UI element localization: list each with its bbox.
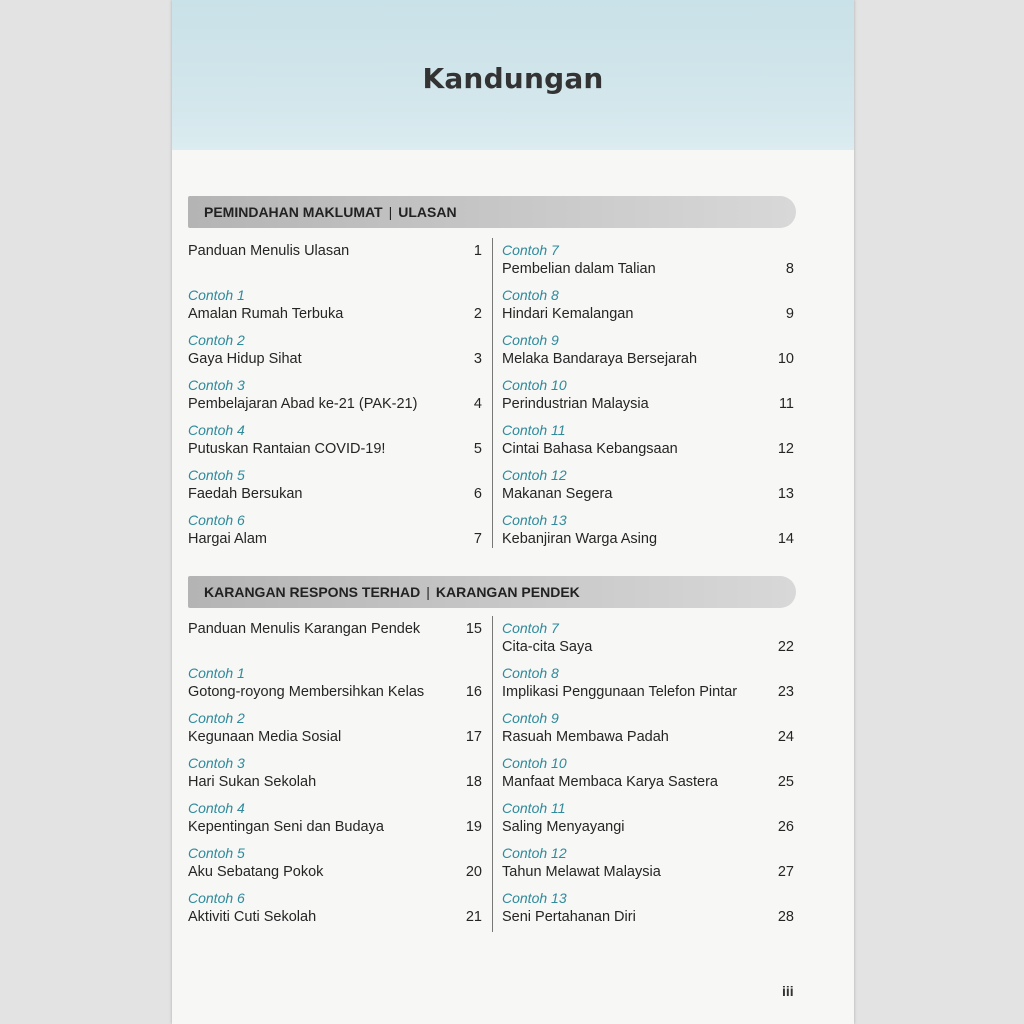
entry-row — [188, 349, 484, 369]
entry-title: Pembelajaran Abad ke-21 (PAK-21) — [188, 396, 418, 412]
entry-title: Aktiviti Cuti Sekolah — [188, 909, 317, 925]
entry-title: Kegunaan Media Sosial — [188, 729, 342, 745]
entry-row — [502, 862, 796, 882]
toc-entry — [188, 376, 484, 421]
entry-row — [188, 682, 484, 702]
entry-row — [502, 304, 796, 324]
entry-label: Contoh 13 — [502, 890, 567, 906]
entry-page-number: 6 — [473, 486, 482, 502]
toc-entry — [502, 286, 796, 331]
entry-page-number: 27 — [777, 864, 794, 880]
entry-title: Seni Pertahanan Diri — [502, 909, 636, 925]
entry-title: Gotong-royong Membersihkan Kelas — [188, 684, 425, 700]
entry-page-number: 25 — [777, 774, 794, 790]
entry-label: Contoh 4 — [188, 422, 245, 438]
toc-entry — [502, 466, 796, 511]
entry-page-number: 19 — [465, 819, 482, 835]
section-header-left: PEMINDAHAN MAKLUMAT — [204, 204, 383, 220]
entry-row — [188, 772, 484, 792]
entry-title: Cita-cita Saya — [502, 639, 593, 655]
entry-page-number: 4 — [473, 396, 482, 412]
toc-entry — [188, 799, 484, 844]
entry-title: Kebanjiran Warga Asing — [502, 531, 658, 547]
entry-label: Contoh 13 — [502, 512, 567, 528]
entry-row — [502, 439, 796, 459]
section-header-separator: | — [388, 204, 393, 220]
entry-title: Gaya Hidup Sihat — [188, 351, 302, 367]
entry-title: Makanan Segera — [502, 486, 613, 502]
entry-row — [502, 772, 796, 792]
entry-label: Contoh 10 — [502, 755, 567, 771]
entry-label: Contoh 3 — [188, 755, 245, 771]
toc-entry — [502, 709, 796, 754]
entry-title: Hindari Kemalangan — [502, 306, 634, 322]
entry-row — [188, 484, 484, 504]
entry-label: Contoh 5 — [188, 467, 245, 483]
toc-entry — [502, 421, 796, 466]
entry-title: Manfaat Membaca Karya Sastera — [502, 774, 718, 790]
entry-row — [502, 259, 796, 279]
toc-entry — [188, 421, 484, 466]
toc-entry — [188, 664, 484, 709]
entry-title: Implikasi Penggunaan Telefon Pintar — [502, 684, 738, 700]
entry-label: Contoh 11 — [502, 800, 566, 816]
toc-column-left — [188, 619, 484, 934]
entry-page-number: 10 — [777, 351, 794, 367]
toc-entry — [502, 664, 796, 709]
entry-title: Cintai Bahasa Kebangsaan — [502, 441, 678, 457]
entry-label: Contoh 12 — [502, 845, 567, 861]
entry-title: Pembelian dalam Talian — [502, 261, 656, 277]
toc-column-left — [188, 241, 484, 556]
entry-row — [502, 682, 796, 702]
entry-row — [188, 304, 484, 324]
entry-page-number: 3 — [473, 351, 482, 367]
entry-row — [188, 862, 484, 882]
toc-entry — [502, 511, 796, 556]
entry-page-number: 26 — [777, 819, 794, 835]
entry-label: Contoh 6 — [188, 890, 245, 906]
entry-page-number: 1 — [473, 243, 482, 259]
entry-row — [502, 349, 796, 369]
entry-label: Contoh 7 — [502, 242, 559, 258]
entry-page-number: 13 — [777, 486, 794, 502]
book-page — [172, 0, 854, 1024]
page-number: iii — [782, 983, 794, 999]
entry-page-number: 12 — [777, 441, 794, 457]
entry-page-number: 18 — [465, 774, 482, 790]
toc-entry — [188, 331, 484, 376]
section-header-left: KARANGAN RESPONS TERHAD — [204, 584, 421, 600]
entry-page-number: 16 — [465, 684, 482, 700]
section-header-right: KARANGAN PENDEK — [435, 584, 580, 600]
toc-entry — [188, 754, 484, 799]
entry-page-number: 24 — [777, 729, 794, 745]
entry-page-number: 11 — [778, 396, 794, 412]
entry-label: Contoh 1 — [188, 287, 245, 303]
entry-label: Contoh 4 — [188, 800, 245, 816]
entry-title: Putuskan Rantaian COVID-19! — [188, 441, 386, 457]
toc-entry — [188, 844, 484, 889]
section-header-ulasan — [188, 196, 796, 228]
entry-page-number: 23 — [777, 684, 794, 700]
entry-page-number: 28 — [777, 909, 794, 925]
entry-label: Contoh 8 — [502, 665, 559, 681]
entry-row — [188, 529, 484, 549]
toc-entry — [502, 331, 796, 376]
entry-title: Kepentingan Seni dan Budaya — [188, 819, 384, 835]
entry-row — [188, 241, 484, 261]
entry-row — [502, 484, 796, 504]
toc-entry — [188, 511, 484, 556]
toc-entry — [188, 286, 484, 331]
entry-page-number: 7 — [473, 531, 482, 547]
toc-entry — [502, 619, 796, 664]
entry-label: Contoh 8 — [502, 287, 559, 303]
entry-label: Contoh 6 — [188, 512, 245, 528]
entry-label: Contoh 11 — [502, 422, 566, 438]
entry-row — [502, 529, 796, 549]
entry-label: Contoh 5 — [188, 845, 245, 861]
entry-row — [502, 637, 796, 657]
entry-title: Melaka Bandaraya Bersejarah — [502, 351, 698, 367]
entry-title: Faedah Bersukan — [188, 486, 303, 502]
entry-page-number: 2 — [473, 306, 482, 322]
entry-row — [188, 394, 484, 414]
toc-entry — [502, 844, 796, 889]
entry-page-number: 17 — [465, 729, 482, 745]
page-title: Kandungan — [422, 62, 604, 95]
toc-entry — [502, 754, 796, 799]
entry-page-number: 14 — [777, 531, 794, 547]
entry-row — [188, 907, 484, 927]
entry-page-number: 20 — [465, 864, 482, 880]
entry-title: Rasuah Membawa Padah — [502, 729, 669, 745]
entry-title: Perindustrian Malaysia — [502, 396, 649, 412]
toc-entry — [188, 619, 484, 664]
entry-page-number: 8 — [785, 261, 794, 277]
entry-title: Saling Menyayangi — [502, 819, 625, 835]
toc-entry — [188, 466, 484, 511]
entry-page-number: 22 — [777, 639, 794, 655]
entry-title: Hargai Alam — [188, 531, 267, 547]
toc-column-right — [502, 619, 796, 934]
entry-label: Contoh 7 — [502, 620, 559, 636]
entry-label: Contoh 9 — [502, 332, 559, 348]
entry-row — [188, 817, 484, 837]
toc-column-right — [502, 241, 796, 556]
entry-label: Contoh 9 — [502, 710, 559, 726]
entry-page-number: 5 — [473, 441, 482, 457]
entry-page-number: 15 — [465, 621, 482, 637]
entry-title: Aku Sebatang Pokok — [188, 864, 324, 880]
entry-label: Contoh 10 — [502, 377, 567, 393]
entry-title: Panduan Menulis Karangan Pendek — [188, 621, 421, 637]
entry-row — [188, 619, 484, 639]
toc-entry — [502, 799, 796, 844]
entry-title: Tahun Melawat Malaysia — [502, 864, 661, 880]
entry-title: Hari Sukan Sekolah — [188, 774, 317, 790]
entry-row — [502, 727, 796, 747]
toc-entry — [502, 241, 796, 286]
entry-row — [188, 439, 484, 459]
toc-entry — [188, 709, 484, 754]
toc-entry — [502, 889, 796, 934]
entry-row — [502, 817, 796, 837]
column-divider — [492, 238, 493, 548]
entry-label: Contoh 2 — [188, 710, 245, 726]
entry-label: Contoh 1 — [188, 665, 245, 681]
entry-row — [502, 907, 796, 927]
entry-page-number: 21 — [465, 909, 482, 925]
entry-label: Contoh 3 — [188, 377, 245, 393]
column-divider — [492, 616, 493, 932]
toc-entry — [188, 241, 484, 286]
section-header-right: ULASAN — [398, 204, 457, 220]
entry-title: Amalan Rumah Terbuka — [188, 306, 344, 322]
section-header-separator: | — [426, 584, 430, 600]
toc-entry — [502, 376, 796, 421]
entry-label: Contoh 2 — [188, 332, 245, 348]
section-header-karangan-pendek — [188, 576, 796, 608]
entry-row — [188, 727, 484, 747]
entry-page-number: 9 — [785, 306, 794, 322]
toc-entry — [188, 889, 484, 934]
entry-label: Contoh 12 — [502, 467, 567, 483]
entry-row — [502, 394, 796, 414]
entry-title: Panduan Menulis Ulasan — [188, 243, 350, 259]
